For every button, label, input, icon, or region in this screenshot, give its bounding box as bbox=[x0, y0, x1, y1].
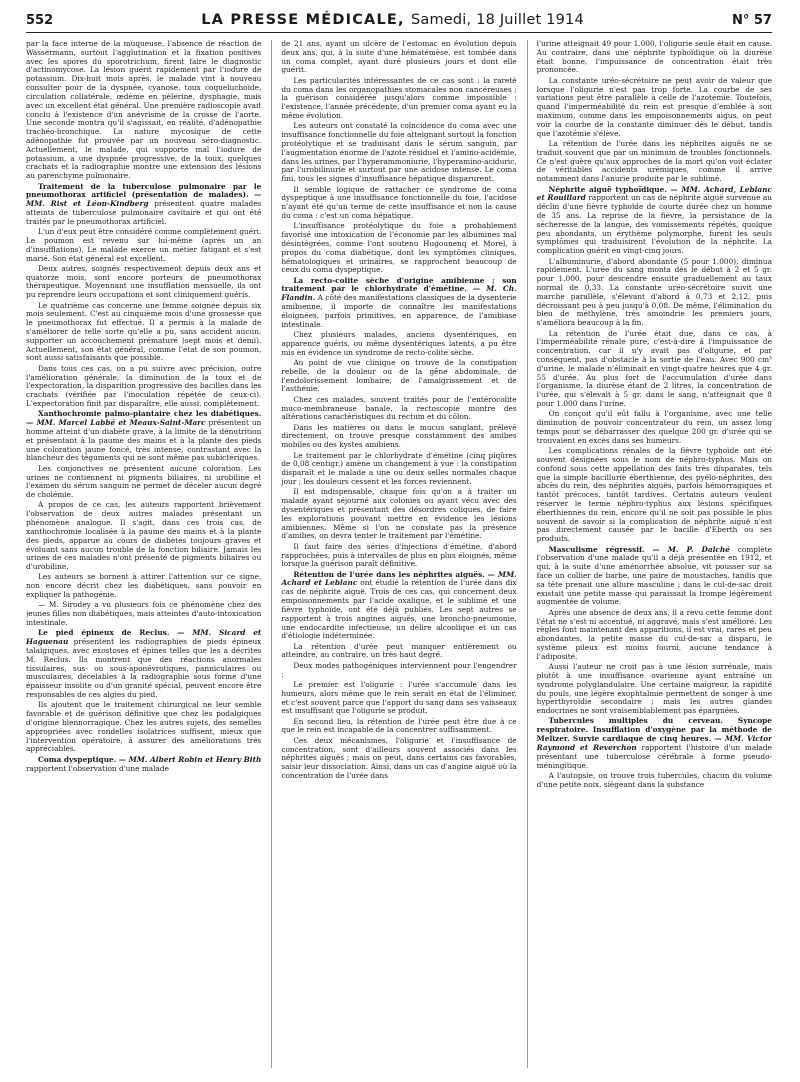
section-coma-dyspeptique bbox=[26, 756, 261, 774]
section-authors: — MM. Sicard et Haguenau bbox=[26, 628, 262, 647]
section-nephrite-typhoidique bbox=[537, 186, 772, 257]
paragraph: Dans les matières ou dans le mucus sanglant, prélevé directement, on trouve presque constamment des amibes mobiles ou des kystes amibiens. bbox=[281, 422, 517, 450]
column-middle bbox=[271, 40, 516, 1068]
paragraph: l'urine atteignait 49 pour 1.000, l'oligurie seule était en cause. Au contraire, dans une néphrite typhoïdique où la diurèse était bonne, l'impuissance de concentration était très prononcée. bbox=[536, 40, 772, 75]
paragraph: Aussi l'auteur ne croit pas à une lésion surrénale, mais plutôt à une insuffisance ovarienne ayant entraîné un syndrome polyglandulaire. Une certaine maigreur, la rapidité du pouls, une légère exophtalmie permettent de songer à une hyperthyroïdie secondaire ; mais les autres glandes endocrines ne sont vraisemblablement pas épargnées. bbox=[536, 662, 772, 716]
section-text: rapportent l'observation d'une malade bbox=[26, 763, 169, 773]
section-heading: Traitement de la tuberculose pulmonaire par le pneumothorax artificiel (présentation de malades). bbox=[26, 181, 262, 200]
issue-number: N° 57 bbox=[731, 13, 772, 28]
paragraph: Il faut faire des séries d'injections d'émétine, d'abord rapprochées, puis à intervalles de plus en plus éloignés, même lorsque la guérison paraît définitive. bbox=[281, 541, 517, 569]
paragraph: Les complications rénales de la fièvre typhoïde ont été souvent désignées sous le nom de néphro-typhus. Mais on confond sous cette appellation des faits très disparates, tels que la simple bacillurie éberthienne, des pyélo-néphrites, des abcès du rein, des néphrites aiguës, parfois hémorragiques et tantôt précoces, tantôt tardives. Certains auteurs veulent réserver le terme néphro-typhus aux lésions spécifiques éberthiennes du rein, encore qu'il ne soit pas possible le plus souvent de savoir si la complication de néphrite aiguë n'est pas directement causée par le bacille d'Eberth ou ses produits. bbox=[536, 446, 772, 544]
section-recto-colite bbox=[281, 277, 516, 330]
section-heading: Néphrite aiguë typhoïdique. bbox=[548, 184, 667, 194]
page-number: 552 bbox=[26, 13, 54, 28]
section-heading: Coma dyspeptique. bbox=[38, 754, 117, 764]
section-heading: La recto-colite sèche d'origine amibienne ; son traitement par le chlorhydrate d'émétine. bbox=[281, 275, 517, 294]
paragraph: Après une absence de deux ans, il a revu cette femme dont l'état ne s'est ni accentué, ni aggravé, mais s'est amélioré. Les règles font maintenant des apparitions, il est vrai, rares et peu abondantes, la petite masse du cul-de-sac a disparu, le système pileux est moins fourni, aucune tendance à l'adiposité. bbox=[536, 607, 772, 661]
paragraph: Ils ajoutent que le traitement chirurgical ne leur semble favorable et de guérison définitive que chez les podalgiques d'origine blennorragique. Chez les autres sujets, des semelles appropriées avec rondelles isolatrices suffisent, mieux que l'intervention opératoire, à assurer des améliorations très appréciables. bbox=[26, 700, 262, 754]
section-heading: Tubercules multiples du cerveau. Syncope respiratoire. Insufflation d'oxygène par la méthode de Melizer. Survie cardiaque de cinq heures. bbox=[536, 716, 772, 744]
section-heading: Masculisme régressif. bbox=[548, 544, 645, 554]
section-tubercules-cerveau bbox=[537, 717, 772, 770]
paragraph: La rétention de l'urée dans les néphrites aiguës ne se traduit souvent que par un minimum de troubles fonctionnels. Ce n'est guère qu'aux approches de la mort qu'on voit éclater de véritables accidents urémiques, comme il arrive notamment dans l'anurie produite par le sublimé. bbox=[536, 138, 772, 184]
section-authors: — MM. Victor Raymond et Reverchon bbox=[536, 734, 772, 752]
paragraph: En second lieu, la rétention de l'urée peut être due à ce que le rein est incapable de la concentrer suffisamment. bbox=[281, 716, 517, 735]
paragraph: par la face interne de la muqueuse, l'absence de réaction de Wassermann, surtout l'agglutination et la fixation positives avec les spores du sporotrichum, firent faire le diagnostic d'actinomycose. La lésion guérit rapidement par l'iodure de potassium. Dix-huit mois après, le malade vint à nouveau consulter pour de la dyspnée, cyanose, toux coqueluchoïde, circulation collatérale, œdème en pèlerine, dysphagie, mais avec un excellent état général. Une première radioscopie avait conclu à l'existence d'un anévrisme de la crosse de l'aorte. Une seconde montra qu'il s'agissait, en réalité, d'adénopathie trachéo-bronchique. La nature mycosique de cette adénopathie fut prouvée par un nouveau séro-diagnostic. Actuellement, le malade, qui supporte mal l'iodure de potassium, a une dyspnée progressive, de la toux, quelques crachats et la radiographie montre une extension des lésions au parenchyme pulmonaire. bbox=[26, 40, 262, 181]
issue-date: Samedi, 18 Juillet 1914 bbox=[410, 12, 584, 28]
paragraph: — M. Sirodey a vu plusieurs fois ce phénomène chez des jeunes filles non diabétiques, mais atteintes d'auto-intoxication intestinale. bbox=[26, 600, 262, 627]
section-heading: Le pied épineux de Reclus. bbox=[38, 628, 170, 638]
section-traitement-tuberculose bbox=[26, 183, 261, 227]
paragraph: Les auteurs ont constaté la coïncidence du coma avec une insuffisance fonctionnelle du foie atteignant surtout la fonction protéolytique et se traduisant dans le sérum sanguin, par l'augmentation énorme de l'azote résiduel et l'amino-acidémie, dans les urines, par l'hyperammoniurie, l'hyperamino-aciduric, par l'urobilinurie et surtout par une acidose intense. Le coma fini, tous les signes d'insuffisance hépatique disparurent. bbox=[281, 121, 517, 184]
paragraph: Il est indispensable, chaque fois qu'on a à traiter un malade ayant séjourné aux colonies ou ayant vécu avec des dysentériques et présentant des désordres coliques, de faire les explorations pouvant mettre en évidence les lésions amibiennes. Même si l'on ne constate pas la présence d'amibes, on devra tenter le traitement par l'émétine. bbox=[281, 487, 517, 541]
paragraph: La rétention de l'urée était due, dans ce cas, à l'imperméabilité rénale pure, c'est-à-dire à l'impuissance de concentration, car il n'y avait pas d'oligurie, et par conséquent, pas d'obstacle à la sortie de l'eau. Avec 900 cm³ d'urine, le malade n'éliminait en vingt-quatre heures que 4 gr. 55 d'urée. Au plus fort de l'accumulation d'urée dans l'organisme, la diurèse étant de 2 litres, la concentration de l'urée, qui s'élevait à 5 gr. dans le sang, n'atteignait que 8 pour 1.000 dans l'urine. bbox=[536, 328, 772, 408]
paragraph: de 21 ans, ayant un ulcère de l'estomac en évolution depuis deux ans, qui, à la suite d'une hématémèse, est tombée dans un coma complet, ayant duré plusieurs jours et dont elle guérit. bbox=[281, 40, 517, 75]
paragraph: Il semble logique de rattacher ce syndrome de coma dyspeptique à une insuffisance fonctionnelle du foie, l'acidose n'ayant été qu'un terme de cette insuffisance et non la cause du coma : c'est un coma hépatique. bbox=[281, 184, 517, 220]
paragraph: Le traitement par le chlorhydrate d'émétine (cinq piqûres de 0,08 centigr.) amène un changement à vue : la constipation disparaît et le malade a une ou deux selles normales chaque jour ; les douleurs cessent et les forces reviennent. bbox=[281, 450, 517, 486]
section-authors: — MM. Rist et Léon-Kindberg bbox=[26, 190, 262, 209]
section-text: présentent les radiographies de pieds épineux talalgiques, avec exostoses et épines telles que les a décrites M. Reclus. Ils montrent que des réactions anormales tissulaires, sus- ou sous-aponévrotiques, panniculaires ou musculaires, décelables à la radiographie sous forme d'une épaisseur insolite ou d'un granité spécial, peuvent encore être responsables de ces algies du pied. bbox=[26, 637, 262, 699]
paragraph: Les particularités intéressantes de ce cas sont : la rareté du coma dans les organopathies stomacales non cancéreuses ; la guérison considérée jusqu'alors comme impossible : l'existence, l'année précédente, d'un premier coma ayant eu la même évolution. bbox=[281, 75, 517, 120]
paragraph: Les conjonctives ne présentent aucune coloration. Les urines ne contiennent ni pigments biliaires, ni urobiline et l'examen du sérum sanguin ne permet de déceler aucun degré de cholémie. bbox=[26, 463, 262, 500]
paragraph: On conçoit qu'il eût fallu à l'organisme, avec une telle diminution de pouvoir concentrateur du rein, un assez long temps pour se débarrasser des quelque 200 gr. d'urée qui se trouvaient en excès dans ses humeurs. bbox=[536, 409, 772, 445]
section-authors: — M. Ch. Flandin. bbox=[281, 284, 517, 303]
paragraph: Le quatrième cas concerne une femme soignée depuis six mois seulement. C'est au cinquième mois d'une grossesse que le pneumothorax fut effectué. Il a permis à la malade de s'améliorer de telle sorte qu'elle a pu, sans accident aucun, supporter un accouchement prématuré (sept mois et demi). Actuellement, son état général, comme l'état de son poumon, sont aussi satisfaisants que possible. bbox=[26, 300, 262, 363]
paragraph: L'insuffisance protéolytique du foie a probablement favorisé une intoxication de l'économie par les albumines mal désintégrées, comme l'ont soutenu Hugounenq et Morel, à propos du coma diabétique, dont les symptômes cliniques, hématologiques et urinaires, se rapprochent beaucoup de ceux du coma dyspeptique. bbox=[281, 221, 517, 275]
column-right bbox=[527, 40, 772, 1068]
paragraph: Deux modes pathogéniques interviennent pour l'engendrer : bbox=[281, 660, 517, 679]
section-heading: Rétention de l'urée dans les néphrites aiguës. bbox=[293, 569, 485, 579]
section-xanthochromie bbox=[26, 410, 261, 463]
paragraph: La constante uréo-sécrétoire ne peut avoir de valeur que lorsque l'oligurie n'est pas trop forte. La courbe de ses variations peut être parallèle à celle de l'azotémie. Toutefois, quand l'imperméabilité du rein est presque d'emblée à son maximum, comme dans les empoisonnements aigus, on peut voir la courbe de la constante diminuer dès le début, tandis que l'azotémie s'élève. bbox=[536, 75, 772, 138]
section-pied-epineux bbox=[26, 629, 261, 700]
paragraph: Le premier est l'oligurie : l'urée s'accumule dans les humeurs, alors même que le rein serait en état de l'éliminer, et c'est souvent parce que l'apport du sang dans ses vaisseaux est insuffisant que l'oligurie se produit. bbox=[281, 679, 517, 716]
column-left bbox=[26, 40, 261, 1068]
section-text: complète l'observation d'une malade qu'il a déjà présentée en 1912, et qui, à la suite d'une aménorrhée absolue, vit pousser sur sa face un collier de barbe, une paire de moustaches, tandis que sa tête prenait une allure masculine ; dans le cul-de-sac droit existait une petite masse qui paraissait la trompe légèrement augmentée de volume. bbox=[536, 544, 772, 607]
paragraph: Ces deux mécanismes, l'oligurie et l'insuffisance de concentration, sont d'ailleurs souvent associés dans les néphrites aiguës ; mais on peut, dans certains cas favorables, saisir leur dissociation. Ainsi, dans un cas d'angine aiguë où la concentration de l'urée dans bbox=[281, 735, 517, 780]
paragraph: A propos de ce cas, les auteurs rapportent brièvement l'observation de deux autres malades présentant un phénomène analogue. Il s'agit, dans ces trois cas, de xanthochromie localisée à la paume des mains et à la plante des pieds, apparue au cours de diabètes toujours graves et évoluant sans aucun trouble de la fonction biliaire. Jamais les urines de ces malades n'ont présenté de pigments biliaires ou d'urobiline. bbox=[26, 500, 262, 572]
section-authors: — MM. Marcel Labbé et Meaux-Saint-Marc bbox=[26, 418, 206, 428]
section-text: ont étudié la rétention de l'urée dans dix cas de néphrite aiguë. Trois de ces cas, qui concernent deux empoisonnements par l'acide oxalique, et le sublimé et une fièvre typhoïde, ont été déjà publiés. Les sept autres se rapportent à trois angines aiguës, une broncho-pneumonie, une endocardite infectieuse, un délire alcoolique et un cas d'étiologie indéterminée. bbox=[281, 578, 517, 641]
section-retention-uree bbox=[281, 571, 516, 642]
paragraph: Chez ces malades, souvent traités pour de l'entérocolite muco-membraneuse banale, la rectoscopie montre des altérations caractéristiques du rectum et du côlon. bbox=[281, 394, 517, 422]
section-text: rapportent l'histoire d'un malade présentant une tuberculose cérébrale à forme pseudo-méningitique. bbox=[536, 742, 772, 770]
page-header bbox=[26, 12, 772, 33]
section-text: présentent un homme atteint d'un diabète grave, à la limite de la dénutrition et présentant à la paume des mains et à la plante des pieds une coloration jaune foncé, très intense, contrastant avec la blancheur des téguments qui ne sont même pas subictériques. bbox=[26, 418, 262, 463]
paragraph: Les auteurs se bornent à attirer l'attention sur ce signe, non encore décrit chez les diabétiques, sans pouvoir en expliquer la pathogénie. bbox=[26, 572, 262, 600]
paragraph: L'un d'eux peut être considéré comme complètement guéri. Le poumon est revenu sur lui-même (après un an d'insufflations). Le malade exerce un métier fatigant et s'est marié. Son état général est excellent. bbox=[26, 227, 262, 263]
section-authors: — MM. Achard et Leblanc bbox=[281, 569, 517, 588]
article-columns bbox=[26, 40, 772, 1068]
section-heading: Xanthochromie palmo-plantaire chez les diabétiques. bbox=[38, 409, 262, 419]
paragraph: L'albuminurie, d'abord abondante (5 pour 1.000), diminua rapidement. L'urée du sang monta dès le début à 2 et 5 gr. pour 1.000, pour descendre ensuite graduellement au taux normal de 0,33. La constante uréo-sécrétoire suivit une marche parallèle, s'élevant d'abord à 0,73 et 2,12, puis décroissant peu à peu jusqu'à 0,08. De même, l'élimination du bleu de méthylène, très amoindrie les premiers jours, s'améliora beaucoup à la fin. bbox=[536, 256, 772, 328]
section-text: A côté des manifestations classiques de la dysenterie amibienne, il importe de connaître les manifestations éloignées, parfois primitives, en apparence, de l'amibiase intestinale. bbox=[281, 293, 517, 329]
journal-title-line bbox=[201, 12, 584, 28]
paragraph: Dans tous ces cas, on a pu suivre avec précision, outre l'amélioration générale, la diminution de la toux et de l'expectoration, la disparition progressive des bacilles dans les crachats (vérifiée par l'inoculation répétée de ceux-ci). L'expectoration finit par disparaître, elle aussi, complètement. bbox=[26, 363, 262, 408]
paragraph: A l'autopsie, on trouve trois tubercules, chacun du volume d'une petite noix, siégeant dans la substance bbox=[536, 770, 772, 789]
section-text: présentent quatre malades atteints de tuberculose pulmonaire cavitaire et qui ont été traités par le pneumothorax artificiel. bbox=[26, 199, 262, 226]
section-authors: — MM. Achard, Leblanc et Rouillard bbox=[536, 184, 772, 203]
section-authors: — MM. Albert Robin et Henry Bith bbox=[118, 754, 262, 764]
paragraph: Chez plusieurs malades, anciens dysentériques, en apparence guéris, ou même dysentériques latents, a pu être mis en évidence un syndrome de recto-colite sèche. bbox=[281, 330, 517, 357]
paragraph: La rétention d'urée peut manquer entièrement ou atteindre, au contraire, un très haut degré. bbox=[281, 641, 517, 660]
section-masculisme bbox=[537, 546, 772, 608]
journal-title: LA PRESSE MÉDICALE, bbox=[201, 12, 405, 28]
paragraph: Deux autres, soignés respectivement depuis deux ans et quatorze mois, sont encore porteurs de pneumothorax thérapeutique. Moyennant une insufflation mensuelle, ils ont pu reprendre leurs occupations et sont cliniquement guéris. bbox=[26, 263, 262, 300]
section-authors: — M. P. Dalché bbox=[652, 544, 730, 554]
paragraph: Au point de vue clinique on trouve de la constipation rebelle, de la douleur ou de la gêne abdominale, de l'endolorissement lombaire, de l'amaigrissement et de l'asthénie. bbox=[281, 357, 517, 394]
section-text: rapportent un cas de néphrite aiguë survenue au déclin d'une fièvre typhoïde de courte durée chez un homme de 35 ans. La reprise de la fièvre, la persistance de la sécheresse de la langue, des vomissements répétés, quoique peu abondants, un érythème polymorphe, furent les seuls symptômes qui traduisirent l'évolution de la néphrite. La complication guérit en vingt-cinq jours. bbox=[536, 193, 772, 256]
